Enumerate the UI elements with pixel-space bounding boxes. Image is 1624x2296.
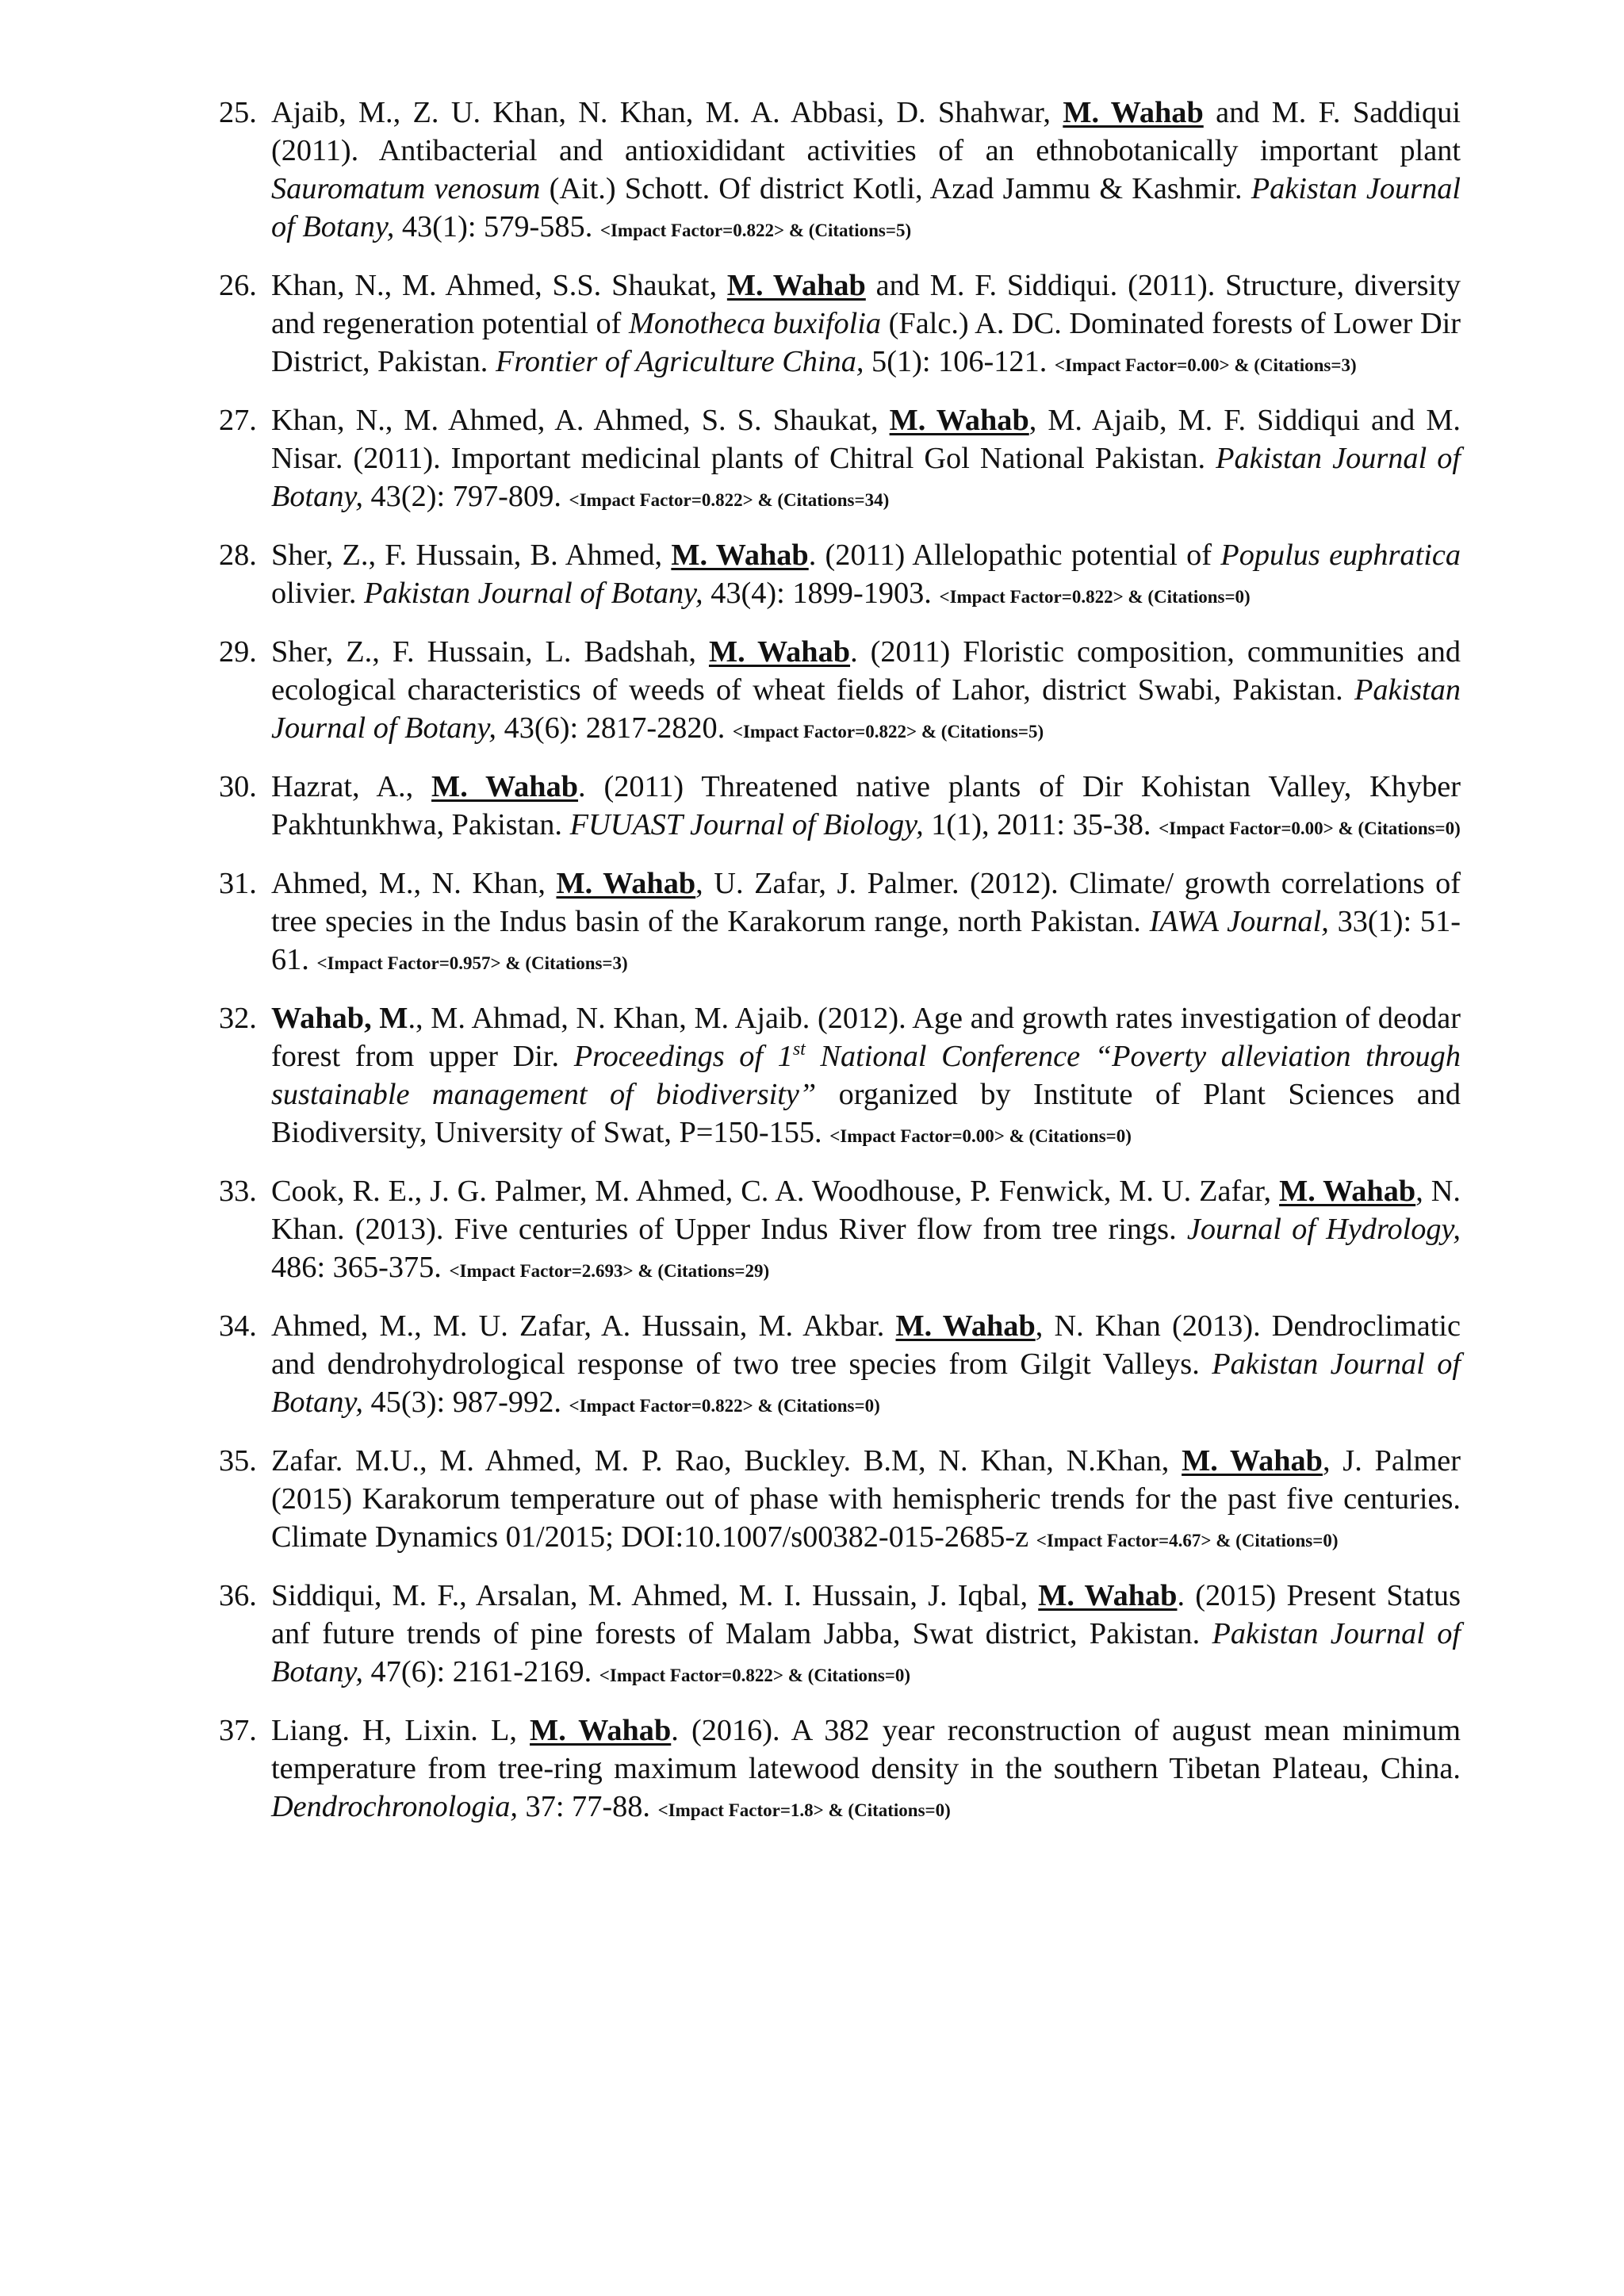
impact-citations: <Impact Factor=2.693> & (Citations=29) bbox=[449, 1261, 770, 1281]
reference-text bbox=[271, 867, 1461, 976]
reference-text bbox=[271, 269, 1461, 378]
impact-citations: <Impact Factor=0.822> & (Citations=5) bbox=[732, 722, 1044, 742]
impact-citations: <Impact Factor=0.822> & (Citations=0) bbox=[569, 1396, 880, 1416]
reference-text bbox=[271, 1002, 1461, 1149]
reference-number: 30. bbox=[219, 770, 257, 803]
reference-text-run: , N. Khan. (2013). Five centuries of Upper Indus River flow from tree rings. bbox=[271, 1175, 1461, 1246]
italic-text: Sauromatum venosum bbox=[271, 172, 541, 205]
impact-citations: <Impact Factor=0.822> & (Citations=0) bbox=[599, 1665, 911, 1685]
reference-number: 29. bbox=[219, 635, 257, 669]
reference-text-run: 43(4): 1899-1903. bbox=[703, 577, 940, 610]
impact-citations: <Impact Factor=1.8> & (Citations=0) bbox=[657, 1800, 951, 1820]
reference-number: 37. bbox=[219, 1714, 257, 1747]
reference-text-run: ., M. Ahmad, N. Khan, M. Ajaib. (2012). Age and growth rates investigation of deodar forest from upper Dir. bbox=[271, 1002, 1461, 1073]
italic-text: National Conference “Poverty alleviation through sustainable management of biodiversity” bbox=[271, 1040, 1461, 1111]
reference-text-run: Khan, N., M. Ahmed, A. Ahmed, S. S. Shaukat, bbox=[271, 404, 890, 437]
reference-text-run: . (2016). A 382 year reconstruction of august mean minimum temperature from tree-ring maximum latewood density in the southern Tibetan Plateau, China. bbox=[271, 1714, 1461, 1785]
reference-text-run: and M. F. Saddiqui (2011). Antibacterial and antioxididant activities of an ethnobotanically important plant bbox=[271, 96, 1461, 167]
reference-text-run: 47(6): 2161-2169. bbox=[362, 1655, 599, 1688]
reference-item bbox=[219, 401, 1461, 516]
reference-text-run: Ajaib, M., Z. U. Khan, N. Khan, M. A. Abbasi, D. Shahwar, bbox=[271, 96, 1063, 129]
italic-text: Dendrochronologia, bbox=[271, 1790, 518, 1823]
italic-text: Pakistan Journal of Botany, bbox=[271, 172, 1461, 243]
impact-citations: <Impact Factor=0.822> & (Citations=0) bbox=[939, 587, 1251, 607]
reference-item bbox=[219, 864, 1461, 979]
reference-text-run: Cook, R. E., J. G. Palmer, M. Ahmed, C. A. Woodhouse, P. Fenwick, M. U. Zafar, bbox=[271, 1175, 1280, 1208]
reference-text-run: 486: 365-375. bbox=[271, 1251, 450, 1284]
italic-text: Pakistan Journal of Botany, bbox=[271, 1347, 1461, 1419]
reference-text bbox=[271, 1579, 1461, 1688]
reference-text-run: , U. Zafar, J. Palmer. (2012). Climate/ growth correlations of tree species in the Indus basin of the Karakorum range, north Pakistan. bbox=[271, 867, 1461, 938]
impact-citations: <Impact Factor=4.67> & (Citations=0) bbox=[1036, 1531, 1339, 1550]
impact-citations: <Impact Factor=0.957> & (Citations=3) bbox=[316, 953, 628, 973]
reference-item bbox=[219, 768, 1461, 844]
reference-text-run: Sher, Z., F. Hussain, L. Badshah, bbox=[271, 635, 709, 669]
highlighted-author: M. Wahab bbox=[1279, 1175, 1416, 1208]
italic-text: Pakistan Journal of Botany, bbox=[271, 1617, 1461, 1688]
reference-text-run: Ahmed, M., M. U. Zafar, A. Hussain, M. Akbar. bbox=[271, 1309, 896, 1343]
reference-text-run: olivier. bbox=[271, 577, 365, 610]
reference-text-run: (Falc.) A. DC. Dominated forests of Lower Dir District, Pakistan. bbox=[271, 307, 1461, 378]
impact-citations: <Impact Factor=0.822> & (Citations=34) bbox=[569, 490, 890, 510]
highlighted-author: Wahab, M bbox=[271, 1002, 408, 1035]
reference-number: 35. bbox=[219, 1444, 257, 1478]
reference-text-run: Sher, Z., F. Hussain, B. Ahmed, bbox=[271, 539, 672, 572]
reference-text-run: , J. Palmer (2015) Karakorum temperature out of phase with hemispheric trends for the past five centuries. Climate Dynamics 01/2015; DOI:10.1007/s00382-015-2685-z bbox=[271, 1444, 1461, 1554]
reference-text-run: Khan, N., M. Ahmed, S.S. Shaukat, bbox=[271, 269, 727, 302]
highlighted-author: M. Wahab bbox=[889, 404, 1029, 437]
highlighted-author: M. Wahab bbox=[1182, 1444, 1323, 1478]
reference-text-run: Siddiqui, M. F., Arsalan, M. Ahmed, M. I. Hussain, J. Iqbal, bbox=[271, 1579, 1039, 1612]
reference-text-run: 43(2): 797-809. bbox=[362, 480, 569, 513]
reference-number: 34. bbox=[219, 1309, 257, 1343]
impact-citations: <Impact Factor=0.00> & (Citations=3) bbox=[1054, 355, 1357, 375]
reference-text-run: , M. Ajaib, M. F. Siddiqui and M. Nisar. (2011). Important medicinal plants of Chitral Gol National Pakistan. bbox=[271, 404, 1461, 475]
highlighted-author: M. Wahab bbox=[895, 1309, 1036, 1343]
reference-item bbox=[219, 266, 1461, 381]
reference-text-run: 37: 77-88. bbox=[517, 1790, 658, 1823]
reference-text-run: Zafar. M.U., M. Ahmed, M. P. Rao, Buckley. B.M, N. Khan, N.Khan, bbox=[271, 1444, 1182, 1478]
reference-text-run: . (2011) Allelopathic potential of bbox=[808, 539, 1221, 572]
reference-text-run: 1(1), 2011: 35-38. bbox=[923, 808, 1159, 841]
impact-citations: <Impact Factor=0.822> & (Citations=5) bbox=[599, 220, 912, 240]
reference-text-run: and M. F. Siddiqui. (2011). Structure, diversity and regeneration potential of bbox=[271, 269, 1461, 340]
reference-item bbox=[219, 1577, 1461, 1691]
italic-text: Journal of Hydrology, bbox=[1186, 1213, 1461, 1246]
highlighted-author: M. Wahab bbox=[530, 1714, 672, 1747]
reference-item bbox=[219, 1172, 1461, 1286]
reference-text-run: Ahmed, M., N. Khan, bbox=[271, 867, 557, 900]
reference-item bbox=[219, 633, 1461, 747]
reference-item bbox=[219, 536, 1461, 612]
reference-text bbox=[271, 635, 1461, 745]
italic-text: Pakistan Journal of Botany, bbox=[271, 442, 1461, 513]
reference-text-run: 5(1): 106-121. bbox=[864, 345, 1055, 378]
reference-text bbox=[271, 770, 1461, 841]
reference-text-run: 43(6): 2817-2820. bbox=[496, 711, 733, 745]
italic-text: Pakistan Journal of Botany, bbox=[364, 577, 703, 610]
reference-item bbox=[219, 1307, 1461, 1421]
italic-text: Frontier of Agriculture China, bbox=[495, 345, 864, 378]
reference-text-run: Liang. H, Lixin. L, bbox=[271, 1714, 530, 1747]
reference-text-run: (Ait.) Schott. Of district Kotli, Azad Jammu & Kashmir. bbox=[540, 172, 1251, 205]
reference-text bbox=[271, 1444, 1461, 1554]
superscript-text: st bbox=[792, 1039, 806, 1060]
reference-text-run: organized by Institute of Plant Sciences and Biodiversity, University of Swat, P=150-155. bbox=[271, 1078, 1461, 1149]
highlighted-author: M. Wahab bbox=[726, 269, 866, 302]
reference-number: 33. bbox=[219, 1175, 257, 1208]
highlighted-author: M. Wahab bbox=[1038, 1579, 1178, 1612]
reference-item bbox=[219, 1442, 1461, 1556]
reference-text-run: 33(1): 51-61. bbox=[271, 905, 1461, 976]
italic-text: IAWA Journal, bbox=[1149, 905, 1329, 938]
reference-number: 26. bbox=[219, 269, 257, 302]
reference-text bbox=[271, 1309, 1461, 1419]
reference-number: 32. bbox=[219, 1002, 257, 1035]
reference-text bbox=[271, 539, 1461, 610]
reference-text-run: . (2011) Floristic composition, communities and ecological characteristics of weeds of wheat fields of Lahor, district Swabi, Pakistan. bbox=[271, 635, 1461, 707]
italic-text: Populus euphratica bbox=[1220, 539, 1461, 572]
reference-text-run: Hazrat, A., bbox=[271, 770, 432, 803]
reference-text bbox=[271, 96, 1461, 243]
reference-number: 31. bbox=[219, 867, 257, 900]
italic-text: Pakistan Journal of Botany, bbox=[271, 673, 1461, 745]
reference-text-run: , N. Khan (2013). Dendroclimatic and dendrohydrological response of two tree species from Gilgit Valleys. bbox=[271, 1309, 1461, 1381]
reference-number: 28. bbox=[219, 539, 257, 572]
reference-number: 27. bbox=[219, 404, 257, 437]
reference-text-run: 45(3): 987-992. bbox=[362, 1386, 569, 1419]
reference-item bbox=[219, 999, 1461, 1152]
highlighted-author: M. Wahab bbox=[708, 635, 851, 669]
italic-text: Monotheca buxifolia bbox=[629, 307, 882, 340]
reference-number: 25. bbox=[219, 96, 257, 129]
reference-item bbox=[219, 94, 1461, 246]
italic-text: Proceedings of 1 bbox=[573, 1040, 793, 1073]
highlighted-author: M. Wahab bbox=[1063, 96, 1204, 129]
reference-text bbox=[271, 404, 1461, 513]
italic-text: FUUAST Journal of Biology, bbox=[569, 808, 924, 841]
highlighted-author: M. Wahab bbox=[671, 539, 809, 572]
impact-citations: <Impact Factor=0.00> & (Citations=0) bbox=[829, 1126, 1132, 1146]
reference-text bbox=[271, 1714, 1461, 1823]
reference-text-run: 43(1): 579-585. bbox=[394, 210, 600, 243]
highlighted-author: M. Wahab bbox=[556, 867, 696, 900]
impact-citations: <Impact Factor=0.00> & (Citations=0) bbox=[1159, 818, 1461, 838]
highlighted-author: M. Wahab bbox=[431, 770, 579, 803]
reference-text bbox=[271, 1175, 1461, 1284]
reference-text-run: . (2015) Present Status anf future trends of pine forests of Malam Jabba, Swat district, Pakistan. bbox=[271, 1579, 1461, 1650]
publication-list bbox=[219, 94, 1461, 1846]
reference-item bbox=[219, 1711, 1461, 1826]
reference-number: 36. bbox=[219, 1579, 257, 1612]
reference-text-run: . (2011) Threatened native plants of Dir Kohistan Valley, Khyber Pakhtunkhwa, Pakistan. bbox=[271, 770, 1461, 841]
